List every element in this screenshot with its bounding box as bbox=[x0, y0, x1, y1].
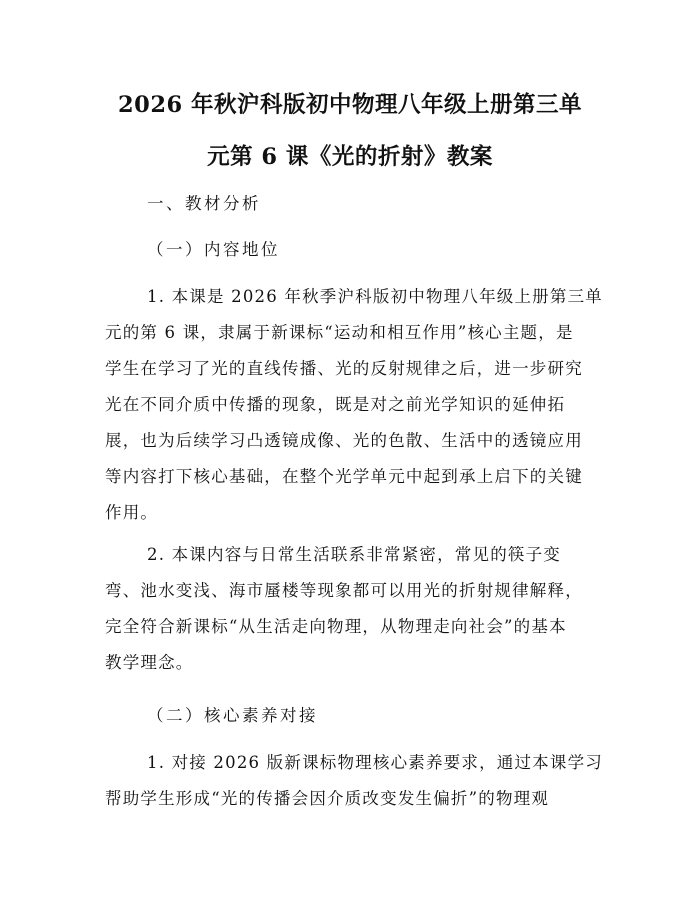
paragraph-line: 2. 本课内容与日常生活联系非常紧密，常见的筷子变 bbox=[147, 545, 561, 564]
paragraph-line: 1. 本课是 2026 年秋季沪科版初中物理八年级上册第三单 bbox=[147, 287, 603, 306]
paragraph-line: 展，也为后续学习凸透镜成像、光的色散、生活中的透镜应用 bbox=[105, 431, 583, 450]
section-heading-textbook-analysis: 一、教材分析 bbox=[147, 194, 261, 213]
paragraph-line: 作用。 bbox=[105, 503, 159, 522]
paragraph-line: 1. 对接 2026 版新课标物理核心素养要求，通过本课学习 bbox=[147, 753, 603, 772]
paragraph-line: 元的第 6 课，隶属于新课标“运动和相互作用”核心主题，是 bbox=[105, 323, 574, 342]
document-title-line-2: 元第 6 课《光的折射》教案 bbox=[207, 144, 493, 170]
paragraph-line: 帮助学生形成“光的传播会因介质改变发生偏折”的物理观 bbox=[105, 789, 550, 808]
paragraph-line: 教学理念。 bbox=[105, 653, 194, 672]
document-title-line-1: 2026 年秋沪科版初中物理八年级上册第三单 bbox=[118, 92, 582, 118]
paragraph-core-literacy-1 bbox=[105, 745, 603, 817]
paragraph-line: 弯、池水变浅、海市蜃楼等现象都可以用光的折射规律解释， bbox=[105, 581, 583, 600]
paragraph-line: 光在不同介质中传播的现象，既是对之前光学知识的延伸拓 bbox=[105, 395, 566, 414]
paragraph-content-position-1 bbox=[105, 279, 603, 531]
paragraph-content-position-2 bbox=[105, 537, 597, 681]
subsection-heading-core-literacy: （二）核心素养对接 bbox=[147, 706, 318, 725]
paragraph-line: 等内容打下核心基础，在整个光学单元中起到承上启下的关键 bbox=[105, 467, 583, 486]
subsection-heading-content-position: （一）内容地位 bbox=[147, 240, 280, 259]
paragraph-line: 学生在学习了光的直线传播、光的反射规律之后，进一步研究 bbox=[105, 359, 583, 378]
paragraph-line: 完全符合新课标“从生活走向物理，从物理走向社会”的基本 bbox=[105, 617, 567, 636]
